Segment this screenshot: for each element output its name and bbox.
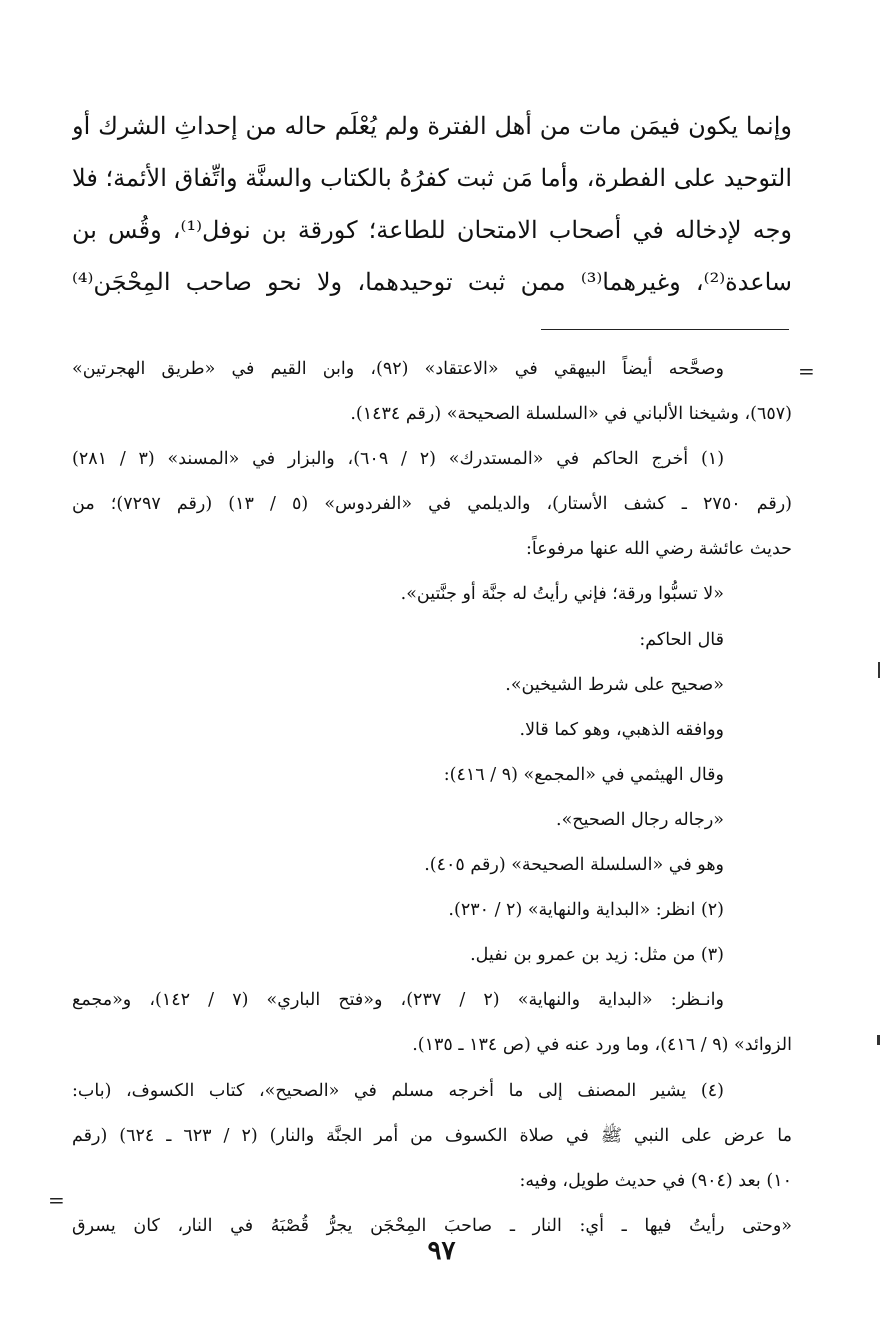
- footnote-line: «رجاله رجال الصحيح».: [556, 809, 724, 830]
- footnote-line: ووافقه الذهبي، وهو كما قالا.: [519, 719, 724, 740]
- footnote-line: «لا تسبُّوا ورقة؛ فإني رأيتُ له جنَّة أو جنَّتين».: [400, 584, 724, 605]
- footnote-line: ١٠) بعد (٩٠٤) في حديث طويل، وفيه:: [519, 1170, 792, 1191]
- continuation-mark-bottom: =: [48, 1188, 65, 1212]
- continuation-mark-top: =: [798, 359, 815, 383]
- footnote-line: وهو في «السلسلة الصحيحة» (رقم ٤٠٥).: [424, 855, 724, 876]
- footnote-separator: [541, 329, 789, 330]
- footnote-line: (٣) من مثل: زيد بن عمرو بن نفيل.: [470, 945, 724, 966]
- main-text: [72, 100, 792, 308]
- footnotes: [72, 347, 792, 1249]
- scan-edge-mark: [877, 1035, 880, 1045]
- main-text-line: التوحيد على الفطرة، وأما مَن ثبت كفرُهُ بالكتاب والسنَّة واتِّفاق الأئمة؛ فلا: [72, 164, 792, 192]
- footnote-line: (٦٥٧)، وشيخنا الألباني في «السلسلة الصحيحة» (رقم ١٤٣٤).: [350, 404, 792, 425]
- footnote-line: وانـظر: «البداية والنهاية» (٢ / ٢٣٧)، و«فتح الباري» (٧ / ١٤٢)، و«مجمع: [72, 990, 724, 1011]
- page-number: ٩٧: [427, 1236, 456, 1266]
- main-text-line: وإنما يكون فيمَن مات من أهل الفترة ولم يُعْلَم حاله من إحداثِ الشرك أو: [72, 112, 792, 140]
- footnote-line: (رقم ٢٧٥٠ ـ كشف الأستار)، والديلمي في «الفردوس» (٥ / ١٣) (رقم ٧٢٩٧)؛ من: [72, 494, 792, 515]
- footnote-line: «صحيح على شرط الشيخين».: [505, 674, 724, 695]
- footnote-line: «وحتى رأيتُ فيها ـ أي: النار ـ صاحبَ المِحْجَن يجرُّ قُصْبَهُ في النار، كان يسرق: [72, 1215, 792, 1236]
- main-text-line: ساعدة⁽²⁾، وغيرهما⁽³⁾ ممن ثبت توحيدهما، ولا نحو صاحب المِحْجَن⁽⁴⁾: [72, 268, 792, 296]
- footnote-line: وصحَّحه أيضاً البيهقي في «الاعتقاد» (٩٢)، وابن القيم في «طريق الهجرتين»: [72, 359, 724, 379]
- footnote-line: (٢) انظر: «البداية والنهاية» (٢ / ٢٣٠).: [448, 900, 724, 921]
- footnote-line: حديث عائشة رضي الله عنها مرفوعاً:: [525, 539, 792, 560]
- main-text-line: وجه لإدخاله في أصحاب الامتحان للطاعة؛ كورقة بن نوفل⁽¹⁾، وقُس بن: [72, 216, 792, 244]
- footnote-line: (٤) يشير المصنف إلى ما أخرجه مسلم في «الصحيح»، كتاب الكسوف، (باب:: [72, 1080, 724, 1101]
- footnote-line: وقال الهيثمي في «المجمع» (٩ / ٤١٦):: [443, 764, 724, 785]
- footnote-line: قال الحاكم:: [639, 629, 724, 650]
- footnote-line: (١) أخرج الحاكم في «المستدرك» (٢ / ٦٠٩)، والبزار في «المسند» (٣ / ٢٨١): [72, 449, 725, 470]
- footnote-line: الزوائد» (٩ / ٤١٦)، وما ورد عنه في (ص ١٣٤ ـ ١٣٥).: [412, 1035, 792, 1056]
- scan-edge-mark: [878, 662, 880, 678]
- footnote-line: ما عرض على النبي ﷺ في صلاة الكسوف من أمر الجنَّة والنار) (٢ / ٦٢٣ ـ ٦٢٤) (رقم: [72, 1125, 792, 1146]
